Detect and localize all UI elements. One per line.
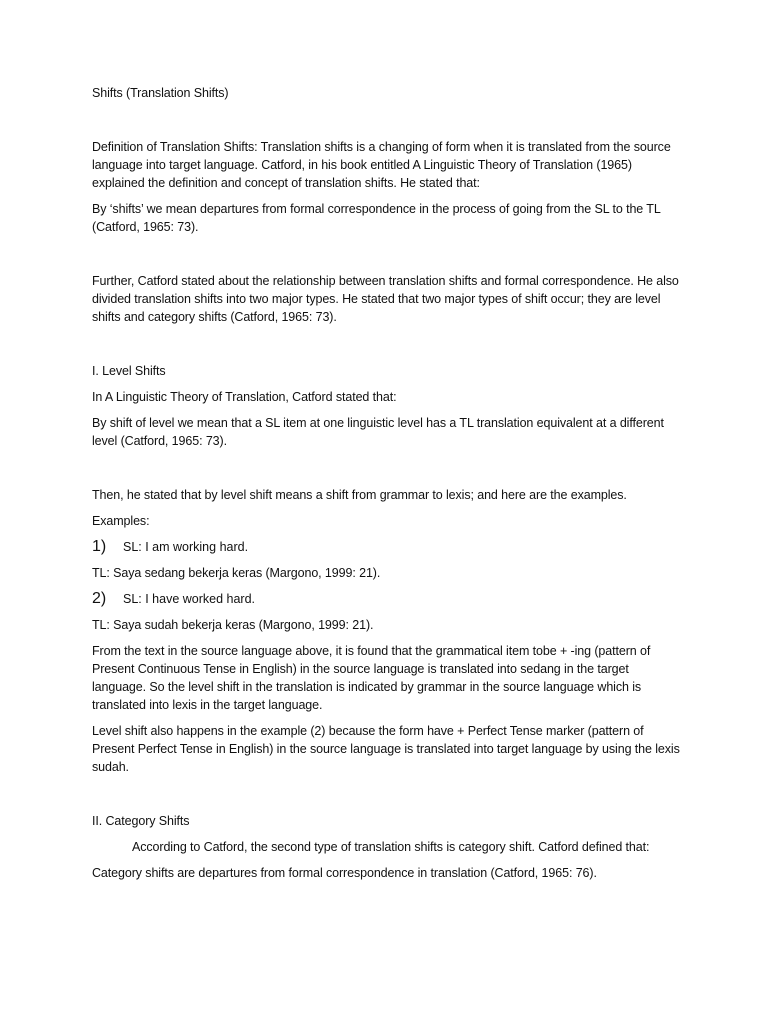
heading-level-shifts: I. Level Shifts xyxy=(92,364,166,378)
example-2-source xyxy=(92,590,682,608)
paragraph-level-also: Level shift also happens in the example (2) because the form have + Perfect Tense marker (pattern of Present Perfect Tense in English) in the source language is translated into target language by using the lexis sudah. xyxy=(92,724,680,774)
example-2-target: TL: Saya sudah bekerja keras (Margono, 1999: 21). xyxy=(92,618,374,632)
example-2-sl: SL: I have worked hard. xyxy=(123,592,256,606)
example-2-number: 2) xyxy=(92,590,107,607)
example-1-sl: SL: I am working hard. xyxy=(123,540,249,554)
document-body xyxy=(92,84,682,882)
example-1-target: TL: Saya sedang bekerja keras (Margono, 1999: 21). xyxy=(92,566,381,580)
paragraph-level-intro: In A Linguistic Theory of Translation, Catford stated that: xyxy=(92,390,397,404)
quote-shifts: By ‘shifts’ we mean departures from formal correspondence in the process of going from the SL to the TL (Catford, 1965: 73). xyxy=(92,202,661,234)
quote-level-shift: By shift of level we mean that a SL item at one linguistic level has a TL translation equivalent at a different level (Catford, 1965: 73). xyxy=(92,416,664,448)
examples-label: Examples: xyxy=(92,514,150,528)
heading-category-shifts: II. Category Shifts xyxy=(92,814,190,828)
example-1-number: 1) xyxy=(92,538,107,555)
paragraph-definition: Definition of Translation Shifts: Translation shifts is a changing of form when it is translated from the source language into target language. Catford, in his book entitled A Linguistic Theory of Translation (1965) explained the definition and concept of translation shifts. He stated that: xyxy=(92,140,671,190)
paragraph-from-text: From the text in the source language above, it is found that the grammatical item tobe + -ing (pattern of Present Continuous Tense in English) in the source language is translated into sedang in the target language. So the level shift in the translation is indicated by grammar in the source language which is translated into lexis in the target language. xyxy=(92,644,651,712)
paragraph-then: Then, he stated that by level shift means a shift from grammar to lexis; and here are the examples. xyxy=(92,488,627,502)
paragraph-category-intro: According to Catford, the second type of translation shifts is category shift. Catford defined that: xyxy=(132,840,650,854)
quote-category-shift: Category shifts are departures from formal correspondence in translation (Catford, 1965: 76). xyxy=(92,866,597,880)
paragraph-further: Further, Catford stated about the relationship between translation shifts and formal correspondence. He also divided translation shifts into two major types. He stated that two major types of shift occur; they are level shifts and category shifts (Catford, 1965: 73). xyxy=(92,274,679,324)
document-title: Shifts (Translation Shifts) xyxy=(92,86,229,100)
example-1-source xyxy=(92,538,682,556)
